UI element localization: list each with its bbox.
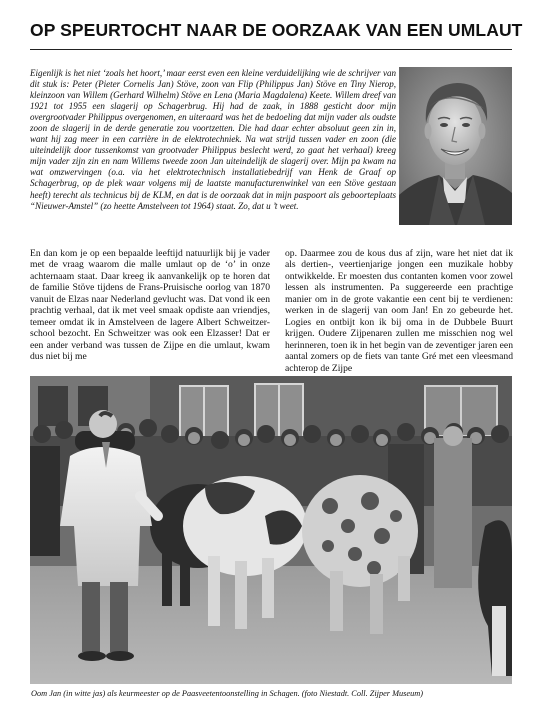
title-divider (30, 49, 512, 50)
body-text-left: En dan kom je op een bepaalde leeftijd natuurlijk bij je vader met de vraag waarom die malle umlaut op de ‘o’ in onze achternaam staat. Daar kreeg ik aanvankelijk op te horen dat de familie Stöve tijdens de Frans-Pruisische oorlog van 1870 vanuit de Elzas naar Nederland gevlucht was. Dat vond ik een prachtig verhaal, dat ik met veel smaak opdiste aan vriendjes, temeer omdat ik in Amstelveen de lagere Albert Schweitzer-school bezocht. En Schweitzer was ook een Elzasser! Dat er een ander verband was tussen de Zijpe en die umlaut, kwam dus niet bij me (30, 248, 270, 363)
portrait-photo (399, 67, 512, 225)
body-column-right (285, 248, 513, 374)
article-title: OP SPEURTOCHT NAAR DE OORZAAK VAN EEN UMLAUT (30, 20, 523, 40)
intro-paragraph (30, 68, 396, 212)
body-column-left (30, 248, 270, 363)
photo-caption: Oom Jan (in witte jas) als keurmeester op de Paasveetentoonstelling in Schagen. (foto Niestadt. Coll. Zijper Museum) (31, 689, 423, 698)
portrait-image (399, 67, 512, 225)
intro-text: Eigenlijk is het niet ‘zoals het hoort,’ maar eerst even een kleine verduidelijking wie de schrijver van dit stuk is: Peter (Pieter Cornelis Jan) Stöve, zoon van Flip (Philippus Jan) Stöve en Tiny Nierop, kleinzoon van Willem (Gerhard Wilhelm) Stöve en Lena (Maria Magdalena) Keete. Willem dreef van 1921 tot 1955 een slagerij op Schagerbrug. Hij had de zaak, in 1888 gesticht door mijn overgrootvader Philippus overgenomen, en uiteraard was het de bedoeling dat mijn vader als oudste zoon de slagerij in de derde generatie zou voortzetten. Die had daar echter absoluut geen zin in, want hij zag meer in een carrière in de elektrotechniek. Na wat strijd tussen vader en zoon (die uiteindelijk door tussenkomst van grootvader Philippus beslecht werd, zo gaat het verhaal) kreeg mijn vader zijn zin en nam Willems tweede zoon Jan uiteindelijk de slagerij over. Mijn pa kwam na wat omzwervingen (o.a. via het elektrotechnisch installatiebedrijf van Henk de Graaf op Schagerbrug, op de plek waar volgens mij de laatste manufacturenwinkel van een Stöve gestaan heeft) terecht als technicus bij de KLM, en dat is de oorzaak dat in mijn paspoort als geboorteplaats “Nieuwer-Amstel” (zo heette Amstelveen tot 1964) staat. Zo, dat u ’t weet. (30, 68, 396, 211)
cattle-show-image (30, 376, 512, 684)
cattle-show-photo (30, 376, 512, 684)
body-text-right: op. Daarmee zou de kous dus af zijn, ware het niet dat ik als dertien-, veertienjarige jongen een muzikale hobby ontwikkelde. Er moesten dus contanten komen voor zowel lessen als instrumenten. Pa suggereerde een prachtige manier om in de grote vakantie een cent bij te verdienen: werken in de slagerij van oom Jan! En zo gebeurde het. Logies en ontbijt kon ik bij oma in de Dubbele Buurt krijgen. Oudere Zijpenaren zullen me misschien nog wel herinneren, toen ik in het begin van de zeventiger jaren een aantal zomers op de fiets van tante Gré met een vleesmand achterop de Zijpe (285, 248, 513, 374)
